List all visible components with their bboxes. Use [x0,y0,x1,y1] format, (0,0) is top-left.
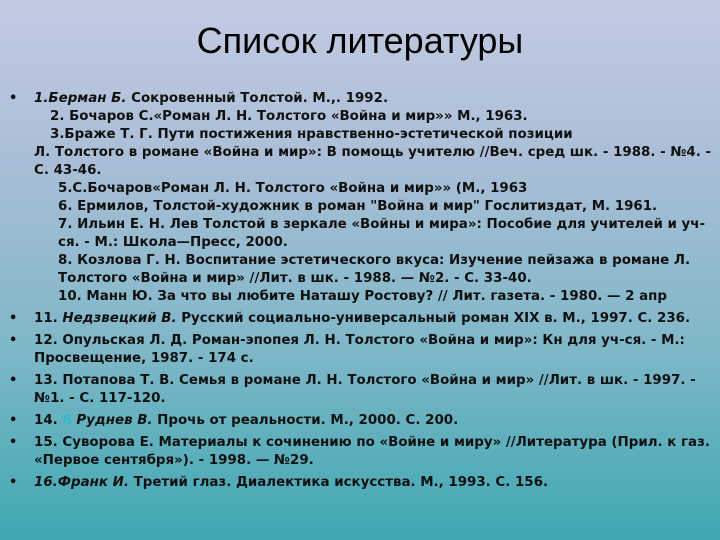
citation-text: 2. Бочаров С.«Роман Л. Н. Толстого «Война и мир»» М., 1963. [50,109,528,124]
citation-text: 14. [34,413,63,428]
list-item [8,412,712,430]
list-item-line [34,332,712,368]
list-item-line [34,412,712,430]
citation-text: Прочь от реальности. М., 2000. С. 200. [157,413,459,428]
list-item-line [34,310,712,328]
list-item [8,332,712,368]
citation-text: 3.Браже Т. Г. Пути постижения нравственно-эстетической позиции [50,127,573,142]
bullet-icon: • [9,373,18,388]
list-item [8,372,712,408]
list-item-line [34,90,712,108]
author-name: Руднев В. [76,413,158,428]
list-item [8,434,712,470]
bullet-icon: • [9,91,18,106]
page-title: Список литературы [196,20,524,61]
list-item-line [34,252,712,288]
citation-text: 13. Потапова Т. В. Семья в романе Л. Н. Толстого «Война и мир» //Лит. в шк. - 1997. - №1. - С. 117-120. [34,373,696,406]
list-item [8,90,712,306]
list-item-line [34,126,712,144]
list-item-line [34,434,712,470]
citation-text: 12. Опульская Л. Д. Роман-эпопея Л. Н. Толстого «Война и мир»: Кн для уч-ся. - М.: Просвещение, 1987. - 174 с. [34,333,685,366]
bullet-icon: • [9,333,18,348]
list-item-line [34,108,712,126]
bullet-icon: • [9,413,18,428]
citation-text: 6. Ермилов, Толстой-художник в роман "Война и мир" Гослитиздат, М. 1961. [58,199,658,214]
author-name: 16.Франк И. [34,475,134,490]
list-item [8,474,712,492]
bibliography-list [8,90,712,496]
list-item [8,310,712,328]
author-name: Недзвецкий В. [62,311,182,326]
bullet-icon: • [9,475,18,490]
citation-text: Русский социально-универсальный роман XIX в. М., 1997. С. 236. [181,311,691,326]
list-item-line [34,216,712,252]
list-item-line [34,372,712,408]
citation-text: 6 [62,413,77,428]
bullet-icon: • [9,435,18,450]
citation-text: 7. Ильин Е. Н. Лев Толстой в зеркале «Войны и мира»: Пособие для учителей и уч-ся. - М.: Школа—Пресс, 2000. [58,217,706,250]
citation-text: Л. Толстого в романе «Война и мир»: В помощь учителю //Веч. сред шк. - 1988. - №4. - С. 43-46. [34,145,712,178]
citation-text: Третий глаз. Диалектика искусства. М., 1993. С. 156. [133,475,549,490]
list-item-line [34,474,712,492]
bullet-icon: • [9,311,18,326]
list-item-line [34,198,712,216]
citation-text: 15. Суворова Е. Материалы к сочинению по «Войне и миру» //Литература (Прил. к газ. «Первое сентября»). - 1998. — №29. [34,435,710,468]
list-item-line [34,180,712,198]
citation-text: 5.С.Бочаров«Роман Л. Н. Толстого «Война и мир»» (М., 1963 [58,181,528,196]
citation-text: 8. Козлова Г. Н. Воспитание эстетического вкуса: Изучение пейзажа в романе Л. Толстого «Война и мир» //Лит. в шк. - 1988. — №2. - С. 33-40. [58,253,691,286]
citation-text: 11. [34,311,63,326]
list-item-line [34,288,712,306]
citation-text: 10. Манн Ю. За что вы любите Наташу Ростову? // Лит. газета. - 1980. — 2 апр [58,289,667,304]
author-name: 1.Берман Б. [34,91,132,106]
citation-text: Сокровенный Толстой. М.,. 1992. [131,91,389,106]
list-item-line [34,144,712,180]
